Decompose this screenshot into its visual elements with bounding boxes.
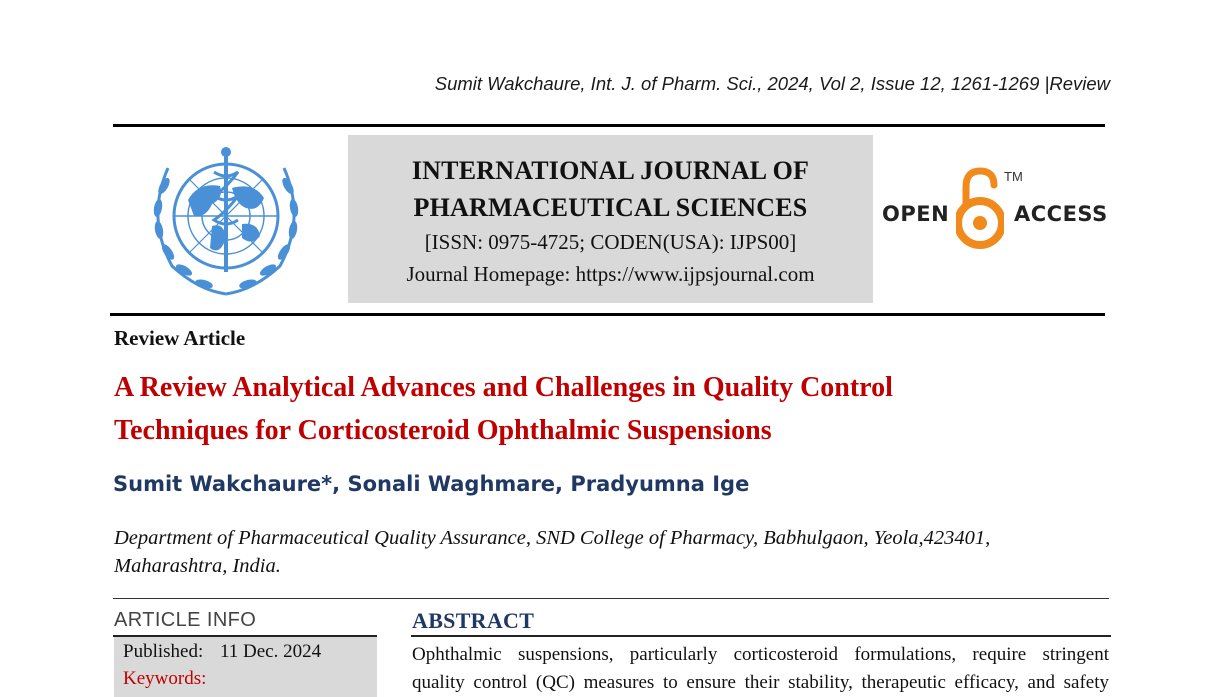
article-authors: Sumit Wakchaure*, Sonali Waghmare, Pradyumna Ige (113, 472, 750, 496)
journal-name: INTERNATIONAL JOURNAL OF PHARMACEUTICAL SCIENCES (411, 156, 810, 222)
keywords-label: Keywords: (123, 668, 207, 689)
open-access-word-open: OPEN (882, 202, 950, 226)
journal-banner (348, 135, 873, 303)
article-type: Review Article (114, 326, 246, 350)
header-top-rule (113, 124, 1105, 127)
published-date: 11 Dec. 2024 (219, 641, 322, 662)
article-info-heading: ARTICLE INFO (114, 609, 257, 631)
published-row (123, 641, 321, 663)
abstract-line: quality control (QC) measures to ensure their stability, therapeutic efficacy, and safety (412, 672, 1109, 693)
author-affiliation: Department of Pharmaceutical Quality Assurance, SND College of Pharmacy, Babhulgaon, Yeola,423401, Maharashtra, India. (114, 527, 991, 577)
abstract-text (412, 641, 1109, 697)
article-info-box (114, 637, 377, 697)
abstract-line: Ophthalmic suspensions, particularly corticosteroid formulations, require stringent (412, 644, 1109, 665)
abstract-heading: ABSTRACT (412, 608, 535, 633)
open-access-word-access: ACCESS (1014, 202, 1108, 226)
header-bottom-rule (110, 313, 1105, 316)
journal-homepage[interactable]: Journal Homepage: https://www.ijpsjournal.com (406, 262, 815, 286)
abstract-rule (411, 635, 1111, 637)
article-title: A Review Analytical Advances and Challenges in Quality Control Techniques for Corticosteroid Ophthalmic Suspensions (114, 372, 893, 446)
section-divider (113, 598, 1109, 599)
un-emblem-logo (128, 138, 324, 304)
published-label: Published: (123, 641, 204, 662)
trademark-mark: TM (1004, 169, 1023, 184)
running-header-citation: Sumit Wakchaure, Int. J. of Pharm. Sci., 2024, Vol 2, Issue 12, 1261-1269 |Review (434, 73, 1110, 94)
open-lock-icon (956, 165, 1004, 251)
open-access-logo (880, 165, 1108, 253)
journal-issn: [ISSN: 0975-4725; CODEN(USA): IJPS00] (424, 230, 797, 254)
